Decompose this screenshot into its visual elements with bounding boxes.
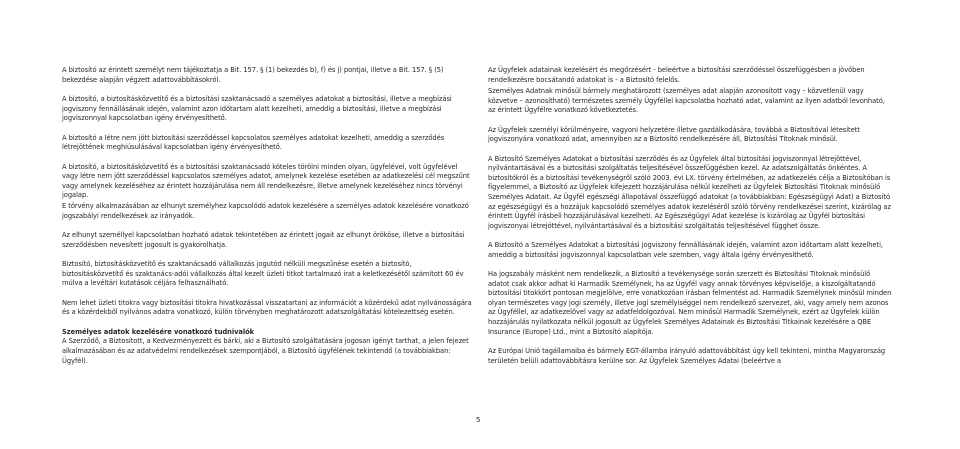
left-column [62, 66, 472, 376]
paragraph: A biztosító, a biztosításközvetítő és a biztosítási szaktanácsadó a személyes adatokat a biztosítási, illetve a megbízási jogviszony fennállásának idején, valamint azon időtartam alatt kezelheti, ameddig a biztosítási, illetve a megbízási jogviszonnyal kapcsolatban igény érvényesíthető. [62, 95, 452, 123]
section-heading: Személyes adatok kezelésére vonatkozó tudnivalók [62, 327, 255, 336]
paragraph: A Szerződő, a Biztosított, a Kedvezményezett és bárki, aki a Biztosító szolgáltatására jogosan igényt tarthat, a jelen fejezet alkalmazásában és az adatvédelmi rendelkezések szempontjából, a Biztosító ügyfélének tekintendő (a továbbiakban: Ügyfél). [62, 337, 469, 365]
paragraph: Nem lehet üzleti titokra vagy biztosítási titokra hivatkozással visszatartani az információt a közérdekű adat nyilvánosságára és a közérdekből nyilvános adatra vonatkozó, külön törvényben meghatározott adatszolgáltatási kötelezettség esetén. [62, 298, 472, 317]
paragraph: A Biztosító a Személyes Adatokat a biztosítási jogviszony fennállásának idején, valamint azon időtartam alatt kezelheti, ameddig a biztosítási jogviszonnyal kapcsolatban vele szemben, vagy általa igény érvényesíthető. [488, 241, 883, 259]
paragraph: Az Európai Unió tagállamaiba és bármely EGT-államba irányuló adattovábbítást úgy kell tekinteni, mintha Magyarország területén belüli adattovábbításra kerülne sor. Az Ügyfelek Személyes Adatai (beleértve a [488, 347, 886, 365]
paragraph: A biztosító, a biztosításközvetítő és a biztosítási szaktanácsadó köteles törölni minden olyan, ügyfelével, volt ügyfelével vagy létre nem jött szerződéssel kapcsolatos személyes adatot, amelynek kezelése esetében az adatkezelési cél megszűnt vagy amelynek kezeléséhez az érintett hozzájárulása nem áll rendelkezésre, illetve amelynek kezeléséhez nincs törvényi jogalap. [62, 162, 470, 200]
paragraph: Az elhunyt személlyel kapcsolatban hozható adatok tekintetében az érintett jogait az elhunyt örököse, illetve a biztosítási szerződésben nevesített jogosult is gyakorolhatja. [62, 231, 465, 249]
right-column [488, 66, 893, 376]
paragraph: A biztosító az érintett személyt nem tájékoztatja a Bit. 157. § (1) bekezdés b), f) és j) pontjai, illetve a Bit. 157. § (5) bekezdése alapján végzett adattovábbításokról. [62, 66, 444, 84]
paragraph: Az Ügyfelek adatainak kezelésért és megőrzésért - beleértve a biztosítási szerződéssel összefüggésben a jövőben rendelkezésre bocsátandó adatokat is - a Biztosító felelős. [488, 66, 865, 84]
paragraph: A Biztosító Személyes Adatokat a biztosítási szerződés és az Ügyfelek által biztosítási jogviszonnyal létrejöttével, nyilvántartásával és a biztosítási szolgáltatás teljesítésével összefüggésben kezel. Az adatszolgáltatás önkéntes. A biztosítókról és a biztosítási tevékenységről szóló 2003. évi LX. törvény értelmében, az adatkezelés célja a Biztosítóban is figyelemmel, a Biztosító az Ügyfelek kifejezett hozzájárulása nélkül kezelheti az Ügyfelek Biztosítási Titoknak minősülő Személyes Adatait. Az Ügyfél egészségi állapotával összefüggő adatokat (a továbbiakban: Egészségügyi Adat) a Biztosító az egészségügyi és a hozzájuk kapcsolódó személyes adatok kezeléséről szóló törvény rendelkezései szerint, kizárólag az érintett Ügyfél írásbeli hozzájárulásával kezelheti. Az Egészségügyi Adat kezelése is kizárólag az Ügyfél biztosítási jogviszonyai létrejöttével, nyilvántartásával és a biztosítási szolgáltatás teljesítésével függhet össze. [488, 154, 891, 230]
paragraph: Személyes Adatnak minősül bármely meghatározott (személyes adat alapján azonosított vagy – közvetlenül vagy közvetve – azonosítható) természetes személy Ügyféllel kapcsolatba hozható adat, valamint az ilyen adatból levonható, az érintett Ügyfélre vonatkozó következtetés. [488, 87, 885, 115]
page-number: 5 [476, 416, 481, 424]
paragraph: Ha jogszabály másként nem rendelkezik, a Biztosító a tevékenysége során szerzett és Biztosítási Titoknak minősülő adatot csak akkor adhat ki Harmadik Személynek, ha az Ügyfél vagy annak törvényes képviselője, a kiszolgáltatandó biztosítási titokkört pontosan megjelölve, erre vonatkozóan írásban felmentést ad. Harmadik Személynek minősül minden olyan természetes vagy jogi személy, illetve jogi személyiséggel nem rendelkező szervezet, aki, vagy amely nem azonos az Ügyféllel, az adatkezelővel vagy az adatfeldolgozóval. Nem minősül Harmadik Személynek, ezért az Ügyfelek külön hozzájárulás nyilatkozata nélkül jogosult az Ügyfelek Személyes Adatainak és Biztosítási Titkainak kezelésére a QBE Insurance (Europe) Ltd., mint a Biztosító alapítója. [488, 270, 892, 336]
paragraph: A biztosító a létre nem jött biztosítási szerződéssel kapcsolatos személyes adatokat kezelheti, ameddig a szerződés létrejöttének meghiúsulásával kapcsolatban igény érvényesíthető. [62, 133, 445, 152]
paragraph: Az Ügyfelek személyi körülményeire, vagyoni helyzetére illetve gazdálkodására, továbbá a Biztosítóval létesített jogviszonyára vonatkozó adat, amennyiben az a Biztosító rendelkezésére áll, Biztosítási Titoknak minősül. [488, 125, 860, 144]
paragraph: Biztosító, biztosításközvetítő és szaktanácsadó vállalkozás jogutód nélküli megszűnése esetén a biztosító, biztosításközvetítő és szaktanács-adói vállalkozás által kezelt üzleti titkot tartalmazó irat a keletkezésétől számított 60 év múlva a levéltári kutatások céljára felhasználható. [62, 260, 464, 288]
paragraph: E törvény alkalmazásában az elhunyt személyhez kapcsolódó adatok kezelésére a személyes adatok kezelésére vonatkozó jogszabályi rendelkezések az irányadók. [62, 202, 469, 220]
